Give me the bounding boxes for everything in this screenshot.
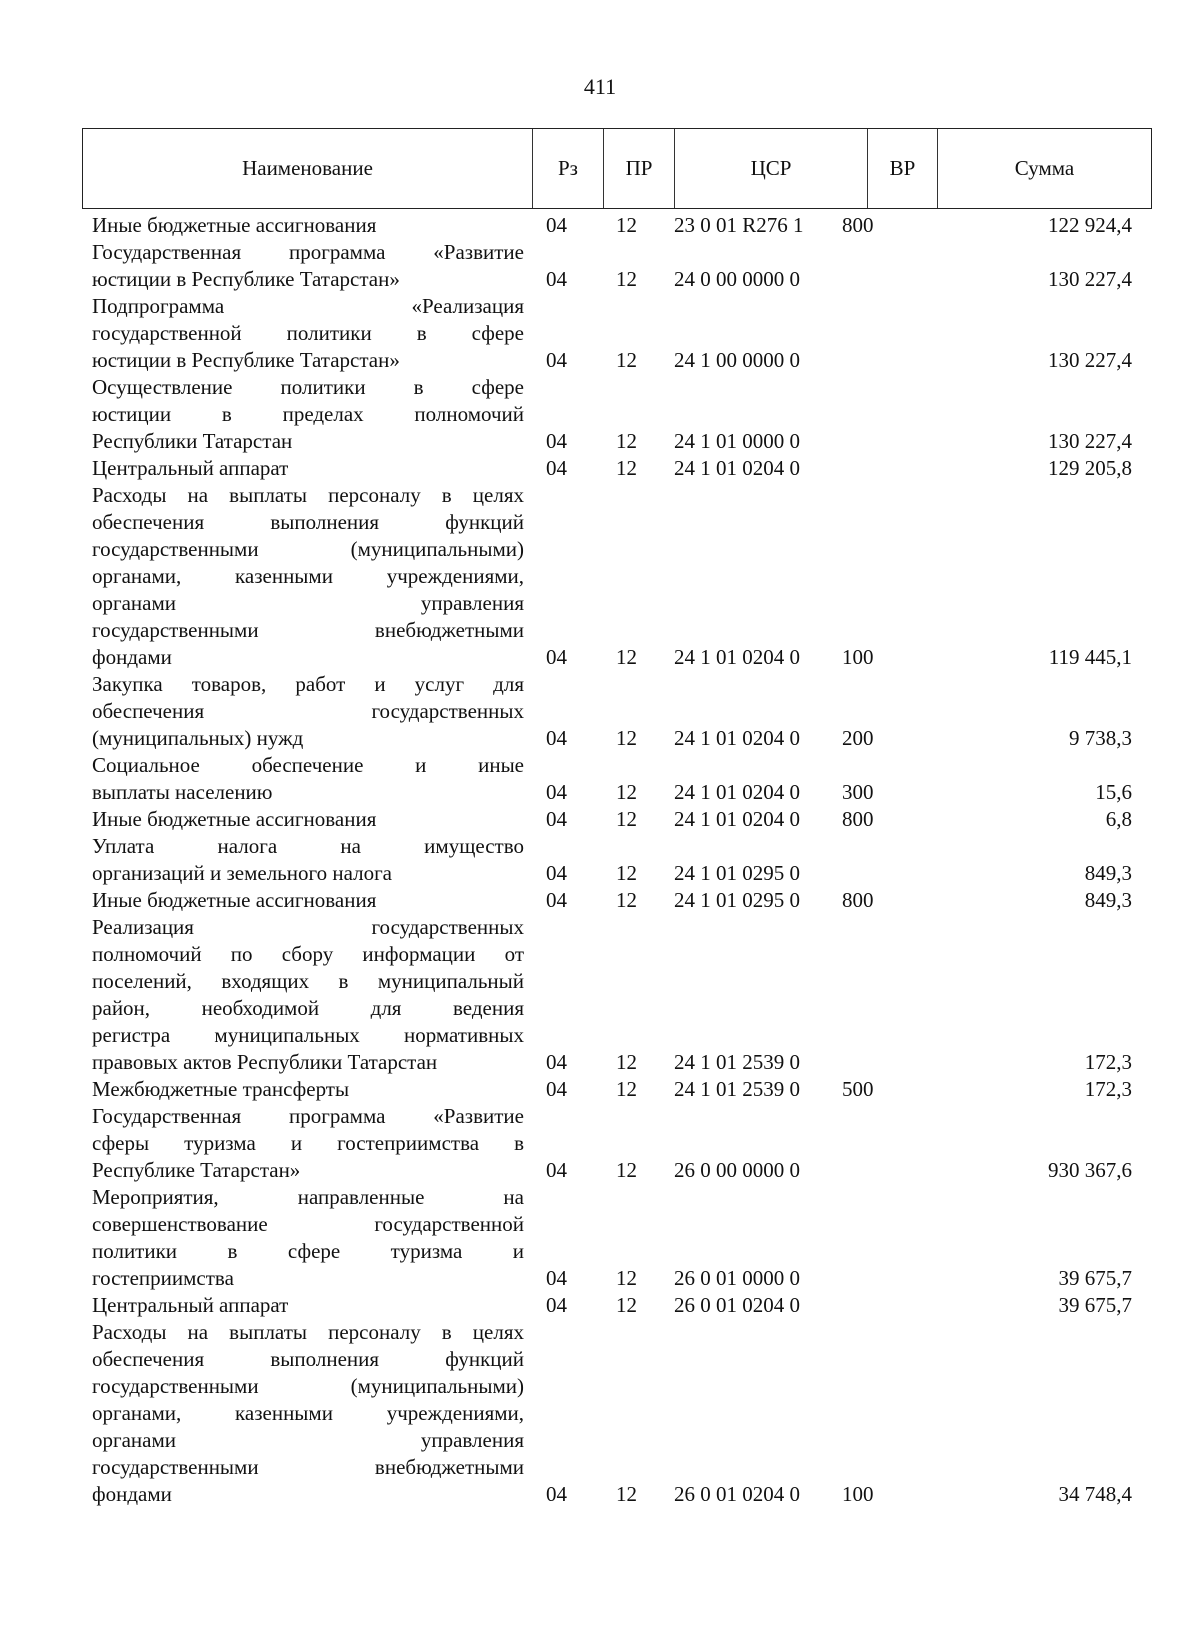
row-pr: 12	[616, 348, 637, 372]
row-name	[92, 212, 524, 239]
row-name	[92, 1076, 524, 1103]
row-name	[92, 455, 524, 482]
row-name-line: совершенствование государственной	[92, 1212, 524, 1236]
header-name: Наименование	[83, 129, 533, 208]
row-csr: 24 1 01 0204 0	[674, 726, 800, 750]
row-name-line: Центральный аппарат	[92, 456, 289, 480]
row-pr: 12	[616, 1158, 637, 1182]
page-number: 411	[583, 74, 617, 99]
row-name-line: Мероприятия, направленные на	[92, 1185, 524, 1209]
row-name-line: обеспечения выполнения функций	[92, 510, 524, 534]
row-name-line: поселений, входящих в муниципальный	[92, 969, 524, 993]
row-rz: 04	[546, 348, 567, 372]
row-name-line: государственными внебюджетными	[92, 618, 524, 642]
table-row	[92, 482, 1152, 671]
row-csr: 24 1 01 0204 0	[674, 645, 800, 669]
row-rz: 04	[546, 1158, 567, 1182]
row-sum: 39 675,7	[1058, 1293, 1132, 1317]
row-sum: 34 748,4	[1058, 1482, 1132, 1506]
row-sum: 849,3	[1084, 888, 1132, 912]
row-pr: 12	[616, 429, 637, 453]
row-name-line: обеспечения государственных	[92, 699, 524, 723]
row-name-line: государственными (муниципальными)	[92, 537, 524, 561]
row-name-line: органами, казенными учреждениями,	[92, 564, 524, 588]
row-name	[92, 671, 524, 752]
row-csr: 24 1 01 0204 0	[674, 807, 800, 831]
row-sum: 849,3	[1084, 861, 1132, 885]
row-sum: 6,8	[1105, 807, 1132, 831]
row-pr: 12	[616, 1077, 637, 1101]
row-pr: 12	[616, 1293, 637, 1317]
row-name-line: Межбюджетные трансферты	[92, 1077, 350, 1101]
row-pr: 12	[616, 861, 637, 885]
row-rz: 04	[546, 861, 567, 885]
row-csr: 26 0 00 0000 0	[674, 1158, 800, 1182]
row-rz: 04	[546, 456, 567, 480]
row-sum: 930 367,6	[1048, 1158, 1132, 1182]
row-vr: 800	[842, 888, 874, 912]
row-name	[92, 293, 524, 374]
row-name-line: гостеприимства	[92, 1266, 234, 1290]
row-name	[92, 914, 524, 1076]
row-pr: 12	[616, 807, 637, 831]
row-csr: 24 1 00 0000 0	[674, 348, 800, 372]
row-pr: 12	[616, 1050, 637, 1074]
row-vr: 200	[842, 726, 874, 750]
table-row	[92, 671, 1152, 752]
row-name-line: Республики Татарстан	[92, 429, 293, 453]
row-name-line: политики в сфере туризма и	[92, 1239, 524, 1263]
row-name	[92, 1292, 524, 1319]
row-rz: 04	[546, 645, 567, 669]
table-row	[92, 293, 1152, 374]
row-name	[92, 833, 524, 887]
row-name	[92, 752, 524, 806]
row-sum: 119 445,1	[1048, 645, 1132, 669]
row-rz: 04	[546, 726, 567, 750]
table-row	[92, 752, 1152, 806]
row-csr: 26 0 01 0204 0	[674, 1293, 800, 1317]
row-rz: 04	[546, 1077, 567, 1101]
row-rz: 04	[546, 213, 567, 237]
table-row	[92, 455, 1152, 482]
header-csr: ЦСР	[675, 129, 868, 208]
table-row	[92, 212, 1152, 239]
row-name	[92, 887, 524, 914]
row-name	[92, 374, 524, 455]
row-name-line: регистра муниципальных нормативных	[92, 1023, 524, 1047]
row-name	[92, 1319, 524, 1508]
row-name-line: Расходы на выплаты персоналу в целях	[92, 483, 524, 507]
row-name-line: (муниципальных) нужд	[92, 726, 304, 750]
row-name-line: обеспечения выполнения функций	[92, 1347, 524, 1371]
table-row	[92, 1292, 1152, 1319]
row-name-line: Государственная программа «Развитие	[92, 240, 524, 264]
row-rz: 04	[546, 267, 567, 291]
table-row	[92, 914, 1152, 1076]
row-name	[92, 239, 524, 293]
row-csr: 26 0 01 0000 0	[674, 1266, 800, 1290]
header-vr: ВР	[868, 129, 938, 208]
row-name-line: выплаты населению	[92, 780, 273, 804]
row-name-line: район, необходимой для ведения	[92, 996, 524, 1020]
row-pr: 12	[616, 213, 637, 237]
row-rz: 04	[546, 807, 567, 831]
row-csr: 24 1 01 0000 0	[674, 429, 800, 453]
row-name-line: полномочий по сбору информации от	[92, 942, 524, 966]
row-sum: 130 227,4	[1048, 429, 1132, 453]
row-name-line: государственной политики в сфере	[92, 321, 524, 345]
row-name-line: Уплата налога на имущество	[92, 834, 524, 858]
row-name	[92, 1184, 524, 1292]
row-name-line: Реализация государственных	[92, 915, 524, 939]
row-pr: 12	[616, 267, 637, 291]
row-sum: 9 738,3	[1069, 726, 1132, 750]
row-pr: 12	[616, 726, 637, 750]
row-rz: 04	[546, 1293, 567, 1317]
row-csr: 24 1 01 2539 0	[674, 1077, 800, 1101]
header-pr: ПР	[604, 129, 675, 208]
row-pr: 12	[616, 780, 637, 804]
row-csr: 24 1 01 0295 0	[674, 861, 800, 885]
row-name-line: фондами	[92, 1482, 172, 1506]
row-name-line: Иные бюджетные ассигнования	[92, 213, 377, 237]
row-name-line: Осуществление политики в сфере	[92, 375, 524, 399]
row-name-line: Государственная программа «Развитие	[92, 1104, 524, 1128]
row-name-line: Расходы на выплаты персоналу в целях	[92, 1320, 524, 1344]
row-rz: 04	[546, 1266, 567, 1290]
row-sum: 130 227,4	[1048, 348, 1132, 372]
row-name-line: Закупка товаров, работ и услуг для	[92, 672, 524, 696]
row-sum: 15,6	[1095, 780, 1132, 804]
row-sum: 130 227,4	[1048, 267, 1132, 291]
row-rz: 04	[546, 888, 567, 912]
row-name-line: Иные бюджетные ассигнования	[92, 807, 377, 831]
row-pr: 12	[616, 1482, 637, 1506]
row-name	[92, 482, 524, 671]
row-sum: 39 675,7	[1058, 1266, 1132, 1290]
row-name-line: Социальное обеспечение и иные	[92, 753, 524, 777]
row-csr: 24 1 01 0204 0	[674, 456, 800, 480]
row-vr: 800	[842, 807, 874, 831]
row-csr: 23 0 01 R276 1	[674, 213, 804, 237]
row-name	[92, 1103, 524, 1184]
row-vr: 800	[842, 213, 874, 237]
row-name-line: государственными (муниципальными)	[92, 1374, 524, 1398]
row-csr: 24 1 01 0204 0	[674, 780, 800, 804]
row-name-line: Центральный аппарат	[92, 1293, 289, 1317]
table-row	[92, 1319, 1152, 1508]
row-rz: 04	[546, 1050, 567, 1074]
row-name-line: Республике Татарстан»	[92, 1158, 301, 1182]
table-body	[92, 212, 1152, 1508]
row-name-line: Иные бюджетные ассигнования	[92, 888, 377, 912]
row-name-line: Подпрограмма «Реализация	[92, 294, 524, 318]
table-row	[92, 806, 1152, 833]
row-vr: 100	[842, 645, 874, 669]
table-row	[92, 833, 1152, 887]
row-name-line: сферы туризма и гостеприимства в	[92, 1131, 524, 1155]
row-pr: 12	[616, 645, 637, 669]
row-name-line: организаций и земельного налога	[92, 861, 392, 885]
table-row	[92, 374, 1152, 455]
row-vr: 300	[842, 780, 874, 804]
row-name-line: правовых актов Республики Татарстан	[92, 1050, 438, 1074]
row-name-line: юстиции в Республике Татарстан»	[92, 348, 400, 372]
row-sum: 172,3	[1084, 1077, 1132, 1101]
row-name-line: органами, казенными учреждениями,	[92, 1401, 524, 1425]
row-sum: 129 205,8	[1048, 456, 1132, 480]
row-pr: 12	[616, 1266, 637, 1290]
row-name-line: фондами	[92, 645, 172, 669]
row-csr: 24 0 00 0000 0	[674, 267, 800, 291]
row-name-line: юстиции в пределах полномочий	[92, 402, 524, 426]
row-rz: 04	[546, 780, 567, 804]
table-row	[92, 239, 1152, 293]
row-name-line: органами управления	[92, 591, 524, 615]
row-csr: 26 0 01 0204 0	[674, 1482, 800, 1506]
row-rz: 04	[546, 1482, 567, 1506]
row-sum: 172,3	[1084, 1050, 1132, 1074]
table-row	[92, 1076, 1152, 1103]
table-header	[82, 128, 1152, 209]
row-csr: 24 1 01 2539 0	[674, 1050, 800, 1074]
row-vr: 100	[842, 1482, 874, 1506]
table-row	[92, 1184, 1152, 1292]
row-csr: 24 1 01 0295 0	[674, 888, 800, 912]
header-rz: Рз	[533, 129, 604, 208]
row-vr: 500	[842, 1077, 874, 1101]
row-rz: 04	[546, 429, 567, 453]
table-row	[92, 1103, 1152, 1184]
row-pr: 12	[616, 888, 637, 912]
row-sum: 122 924,4	[1048, 213, 1132, 237]
row-pr: 12	[616, 456, 637, 480]
row-name-line: юстиции в Республике Татарстан»	[92, 267, 400, 291]
row-name-line: органами управления	[92, 1428, 524, 1452]
row-name	[92, 806, 524, 833]
table-row	[92, 887, 1152, 914]
row-name-line: государственными внебюджетными	[92, 1455, 524, 1479]
header-sum: Сумма	[1014, 156, 1075, 180]
